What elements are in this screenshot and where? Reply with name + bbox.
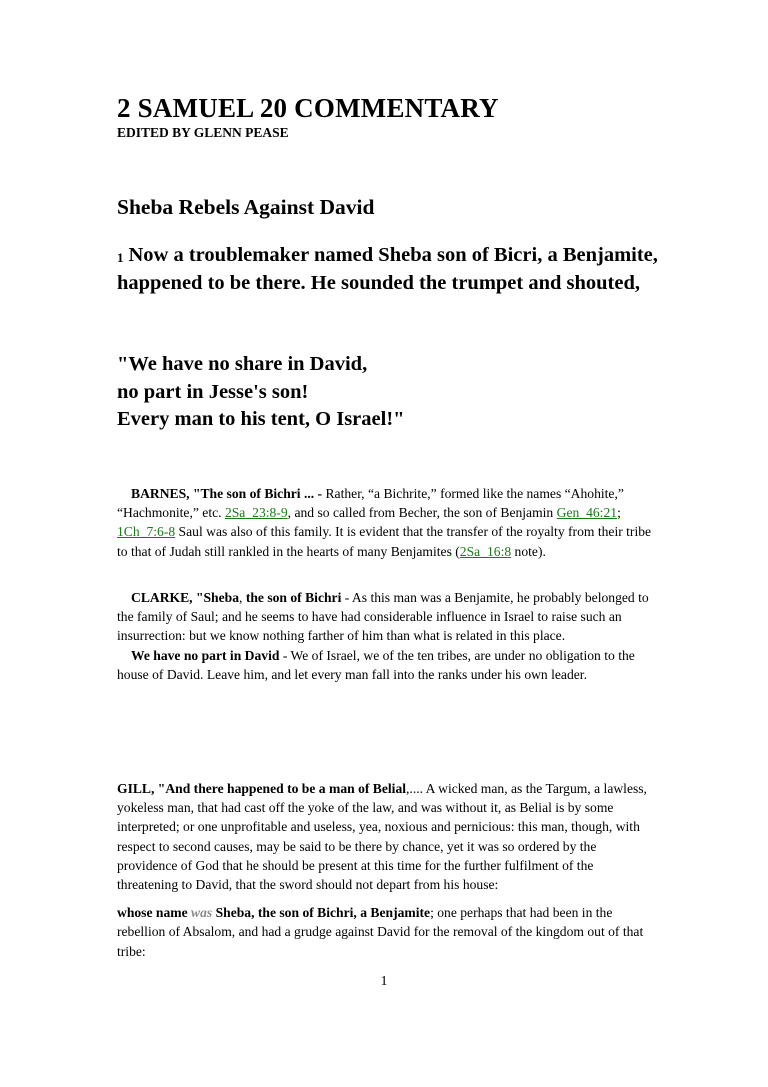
clarke-subhead: We have no part in David bbox=[131, 647, 280, 663]
clarke-text: - We of Israel, we of the ten tribes, are under no obligation to the house of David. Leave him, and let every man fall into the ranks under his own leader. bbox=[117, 647, 635, 682]
barnes-text: , and so called from Becher, the son of Benjamin bbox=[287, 505, 557, 521]
scripture-link[interactable]: 1Ch_7:6-8 bbox=[117, 524, 176, 540]
quote-line: Every man to his tent, O Israel!" bbox=[117, 408, 405, 430]
scripture-link[interactable]: 2Sa_16:8 bbox=[459, 543, 512, 559]
barnes-commentary bbox=[117, 484, 657, 561]
gill-text: ; one perhaps that had been in the rebellion of Absalom, and had a grudge against David for the removal of the kingdom out of that tribe: bbox=[117, 905, 644, 959]
clarke-commentary bbox=[117, 588, 657, 684]
document-title: 2 SAMUEL 20 COMMENTARY bbox=[117, 93, 499, 123]
barnes-text: note). bbox=[511, 543, 546, 559]
clarke-lead: CLARKE, "Sheba bbox=[131, 590, 240, 605]
verse-text bbox=[117, 242, 677, 297]
quote-line: no part in Jesse's son! bbox=[117, 380, 309, 403]
barnes-lead: BARNES, "The son of Bichri ... - bbox=[131, 486, 323, 501]
scripture-link[interactable]: 2Sa_23:8-9 bbox=[224, 505, 288, 521]
gill-subhead: Sheba, the son of Bichri, a Benjamite bbox=[212, 905, 431, 921]
gill-commentary bbox=[117, 779, 657, 961]
barnes-text: Rather, “a Bichrite,” formed like the names “Ahohite,” “Hachmonite,” etc. bbox=[117, 486, 624, 521]
clarke-lead: the son of Bichri bbox=[245, 590, 342, 605]
verse-number: 1 bbox=[117, 250, 124, 265]
verse-quote bbox=[117, 351, 677, 434]
page-number: 1 bbox=[380, 974, 388, 989]
document-subtitle: EDITED BY GLENN PEASE bbox=[117, 125, 289, 140]
quote-line: "We have no share in David, bbox=[117, 353, 368, 375]
section-heading: Sheba Rebels Against David bbox=[117, 195, 375, 219]
scripture-link[interactable]: Gen_46:21 bbox=[556, 505, 618, 521]
gill-text: ,.... A wicked man, as the Targum, a lawless, yokeless man, that had cast off the yoke of the law, and was without it, as Belial is by some interpreted; or one unprofitable and useless, yea, noxious and pernicious: this man, though, with respect to second causes, may be said to be there by chance, yet it was so ordered by the providence of God that he should be present at this time for the further fulfilment of the threatening to David, that the sword should not depart from his house: bbox=[117, 781, 647, 893]
gill-subhead: whose name bbox=[117, 905, 192, 921]
clarke-text: - As this man was a Benjamite, he probably belonged to the family of Saul; and he seems to have had considerable influence in Israel to raise such an insurrection: but we know nothing farther of him than what is related in this place. bbox=[117, 590, 649, 644]
gill-lead: GILL, "And there happened to be a man of Belial bbox=[117, 781, 407, 796]
clarke-separator: , bbox=[239, 590, 246, 605]
gill-italic-word: was bbox=[191, 905, 213, 921]
barnes-text: Saul was also of this family. It is evident that the transfer of the royalty from their tribe to that of Judah still rankled in the hearts of many Benjamites ( bbox=[117, 524, 652, 559]
verse-body: Now a troublemaker named Sheba son of Bicri, a Benjamite, happened to be there. He sounded the trumpet and shouted, bbox=[117, 244, 658, 294]
barnes-text: ; bbox=[617, 505, 621, 521]
